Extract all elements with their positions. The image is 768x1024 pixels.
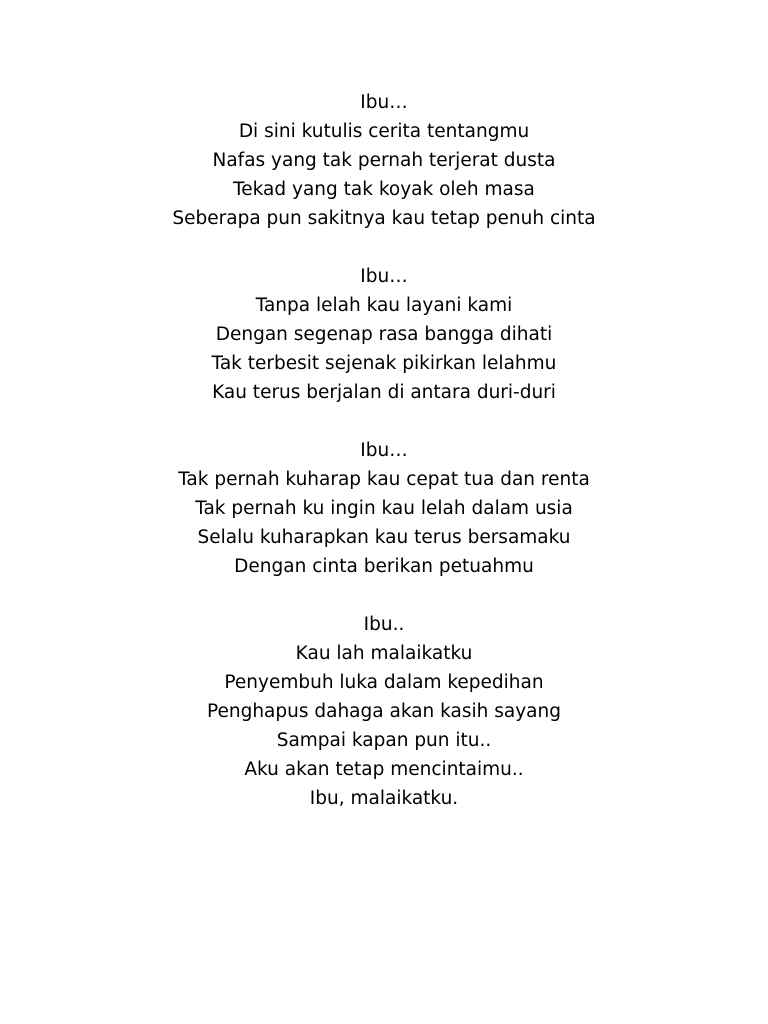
poem-line: Ibu…: [360, 266, 408, 287]
poem-line: Tak pernah kuharap kau cepat tua dan renta: [178, 469, 590, 490]
poem-line: Kau terus berjalan di antara duri-duri: [212, 382, 556, 403]
poem-line: Ibu…: [360, 92, 408, 113]
poem-line: Aku akan tetap mencintaimu..: [244, 759, 524, 780]
poem-line: Ibu..: [363, 614, 405, 635]
stanza-3: [0, 436, 768, 581]
poem-line: Ibu, malaikatku.: [309, 788, 459, 809]
poem-line: Ibu…: [360, 440, 408, 461]
poem-line: Penghapus dahaga akan kasih sayang: [206, 701, 561, 722]
stanza-2: [0, 262, 768, 407]
poem-line: Penyembuh luka dalam kepedihan: [224, 672, 544, 693]
poem-line: Seberapa pun sakitnya kau tetap penuh cinta: [172, 208, 596, 229]
poem-line: Sampai kapan pun itu..: [276, 730, 492, 751]
poem-line: Dengan segenap rasa bangga dihati: [215, 324, 553, 345]
poem-line: Dengan cinta berikan petuahmu: [234, 556, 534, 577]
poem-line: Tekad yang tak koyak oleh masa: [233, 179, 535, 200]
poem-line: Tanpa lelah kau layani kami: [255, 295, 513, 316]
poem-line: Kau lah malaikatku: [295, 643, 473, 664]
stanza-1: [0, 88, 768, 233]
poem-line: Selalu kuharapkan kau terus bersamaku: [197, 527, 571, 548]
poem-line: Nafas yang tak pernah terjerat dusta: [212, 150, 556, 171]
stanza-4: [0, 610, 768, 813]
poem: [0, 88, 768, 842]
poem-line: Di sini kutulis cerita tentangmu: [238, 121, 530, 142]
poem-line: Tak terbesit sejenak pikirkan lelahmu: [211, 353, 557, 374]
poem-line: Tak pernah ku ingin kau lelah dalam usia: [195, 498, 573, 519]
